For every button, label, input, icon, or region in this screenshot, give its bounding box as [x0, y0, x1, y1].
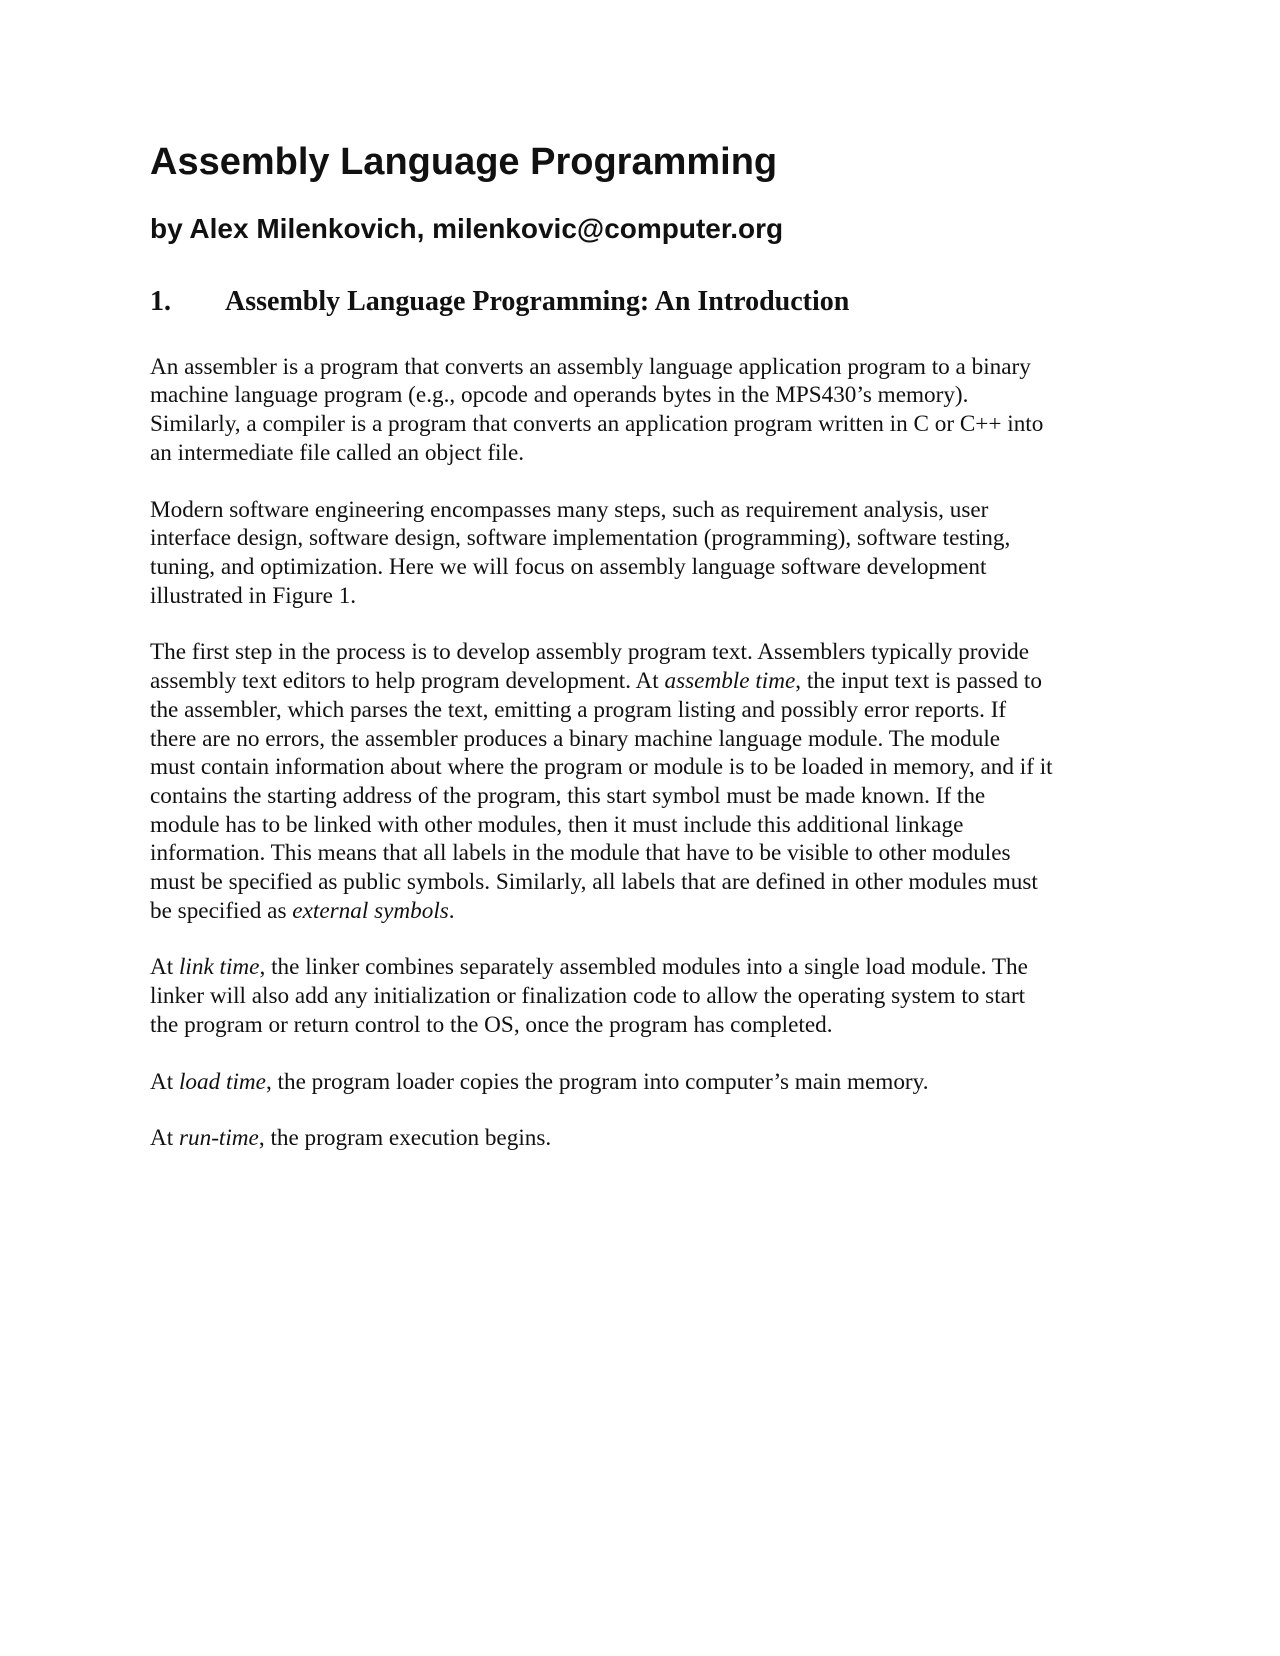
paragraph-assemble-time [150, 638, 1140, 925]
document-title: Assembly Language Programming [150, 141, 778, 183]
text-line: information. This means that all labels in the module that have to be visible to other modules [150, 840, 1011, 867]
section-number: 1. [150, 286, 171, 318]
text-line: there are no errors, the assembler produces a binary machine language module. The module [150, 725, 1001, 752]
text-run: , the program loader copies the program into computer’s main memory. [265, 1068, 929, 1095]
text-run: . [448, 897, 455, 924]
text-line: Similarly, a compiler is a program that converts an application program written in C or C++ into [150, 411, 1044, 438]
text-run: , the input text is passed to [795, 668, 1042, 695]
text-run: , the program execution begins. [258, 1125, 552, 1152]
paragraph-link-time [150, 953, 1140, 1039]
text-line [150, 1068, 1140, 1097]
text-line: the program or return control to the OS, once the program has completed. [150, 1011, 833, 1038]
paragraph-load-time [150, 1068, 1140, 1097]
text-line: Modern software engineering encompasses many steps, such as requirement analysis, user [150, 496, 989, 523]
text-line: must contain information about where the program or module is to be loaded in memory, and if it [150, 754, 1053, 781]
text-line: contains the starting address of the program, this start symbol must be made known. If the [150, 782, 986, 809]
text-line: interface design, software design, software implementation (programming), software testing, [150, 525, 1011, 552]
text-line [150, 953, 1140, 982]
text-line: An assembler is a program that converts an assembly language application program to a binary [150, 353, 1031, 380]
text-line: linker will also add any initialization or finalization code to allow the operating system to start [150, 983, 1026, 1010]
text-line [150, 897, 1140, 926]
text-run: At [150, 954, 179, 981]
term-external-symbols: external symbols [292, 897, 449, 924]
paragraph-assembler-definition [150, 353, 1140, 468]
term-run-time: run-time [178, 1125, 259, 1152]
document-page [150, 140, 1140, 1181]
paragraph-software-engineering [150, 496, 1140, 611]
text-line: machine language program (e.g., opcode and operands bytes in the MPS430’s memory). [150, 382, 969, 409]
text-line: must be specified as public symbols. Similarly, all labels that are defined in other modules must [150, 869, 1038, 896]
section-title: Assembly Language Programming: An Introduction [225, 286, 850, 318]
term-load-time: load time [178, 1068, 266, 1095]
text-run: assembly text editors to help program development. At [150, 668, 665, 695]
text-run: At [150, 1068, 179, 1095]
text-line: an intermediate file called an object file. [150, 439, 525, 466]
term-assemble-time: assemble time [664, 668, 796, 695]
text-line: the assembler, which parses the text, emitting a program listing and possibly error reports. If [150, 696, 1007, 723]
text-line: module has to be linked with other modules, then it must include this additional linkage [150, 811, 964, 838]
author-line: by Alex Milenkovich, milenkovic@computer.org [150, 212, 784, 244]
text-line: tuning, and optimization. Here we will focus on assembly language software development [150, 554, 987, 580]
text-run: be specified as [150, 897, 293, 924]
term-link-time: link time [178, 954, 260, 981]
paragraph-run-time [150, 1124, 1140, 1153]
section-heading [150, 285, 1140, 319]
text-run: At [150, 1125, 179, 1152]
text-line [150, 667, 1140, 696]
text-line: The first step in the process is to develop assembly program text. Assemblers typically provide [150, 639, 1030, 666]
text-line: illustrated in Figure 1. [150, 582, 357, 609]
text-line [150, 1124, 1140, 1153]
text-run: , the linker combines separately assembled modules into a single load module. The [259, 954, 1028, 981]
